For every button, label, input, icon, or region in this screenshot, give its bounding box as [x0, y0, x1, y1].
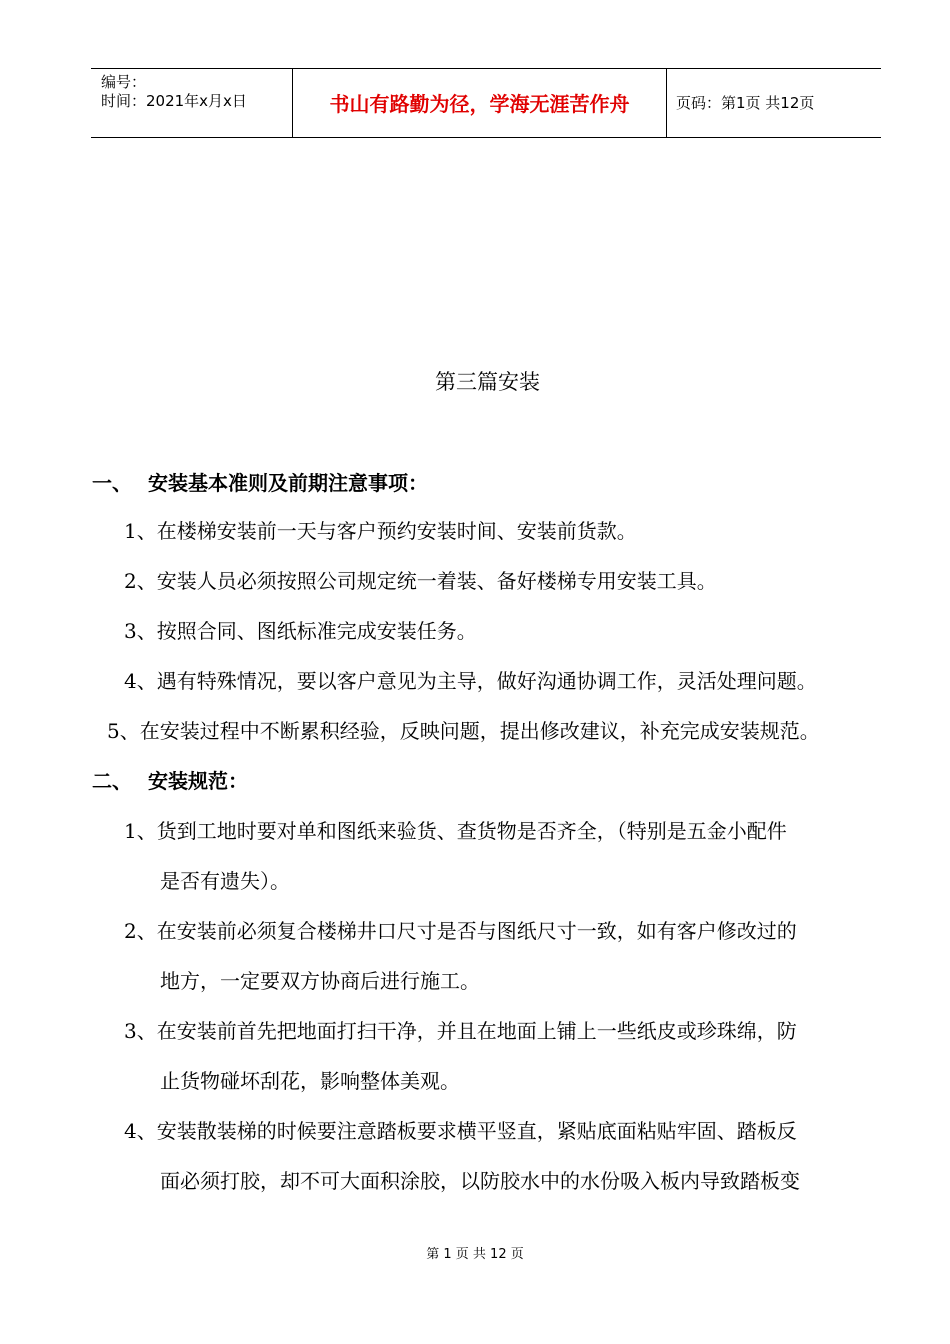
list-item-continuation: 地方，一定要双方协商后进行施工。: [160, 969, 480, 993]
list-item: 1、在楼梯安装前一天与客户预约安装时间、安装前货款。: [124, 519, 637, 543]
list-item-continuation: 是否有遗失）。: [160, 869, 290, 893]
header-motto: 书山有路勤为径，学海无涯苦作舟: [329, 92, 630, 116]
document-title: 第三篇安装: [435, 370, 540, 394]
header-meta-cell: [91, 69, 291, 137]
list-item: 4、遇有特殊情况，要以客户意见为主导，做好沟通协调工作，灵活处理问题。: [124, 669, 817, 693]
list-item: 3、按照合同、图纸标准完成安装任务。: [124, 619, 477, 643]
section-number: 一、: [92, 471, 132, 495]
header-motto-cell: [292, 69, 667, 137]
document-number-label: 编号：: [101, 73, 147, 91]
section-heading-1: [92, 469, 428, 497]
document-header: [91, 68, 881, 138]
page-footer: 第 1 页 共 12 页: [426, 1247, 524, 1262]
header-page-cell: [666, 69, 881, 137]
list-item: 5、在安装过程中不断累积经验，反映问题，提出修改建议，补充完成安装规范。: [107, 719, 820, 743]
section-heading-2: [92, 767, 248, 795]
section-heading-text: 安装规范：: [148, 769, 248, 793]
list-item: 1、货到工地时要对单和图纸来验货、查货物是否齐全，（特别是五金小配件: [124, 819, 787, 843]
list-item-continuation: 面必须打胶，却不可大面积涂胶，以防胶水中的水份吸入板内导致踏板变: [160, 1169, 800, 1193]
section-heading-text: 安装基本准则及前期注意事项：: [148, 471, 428, 495]
header-page-label: 页码：第1页 共12页: [676, 94, 815, 112]
list-item: 2、安装人员必须按照公司规定统一着装、备好楼梯专用安装工具。: [124, 569, 717, 593]
section-number: 二、: [92, 769, 132, 793]
list-item: 4、安装散装梯的时候要注意踏板要求横平竖直，紧贴底面粘贴牢固、踏板反: [124, 1119, 797, 1143]
list-item: 3、在安装前首先把地面打扫干净，并且在地面上铺上一些纸皮或珍珠绵，防: [124, 1019, 797, 1043]
document-time-label: 时间：2021年x月x日: [101, 92, 247, 110]
list-item: 2、在安装前必须复合楼梯井口尺寸是否与图纸尺寸一致，如有客户修改过的: [124, 919, 797, 943]
list-item-continuation: 止货物碰坏刮花，影响整体美观。: [160, 1069, 460, 1093]
